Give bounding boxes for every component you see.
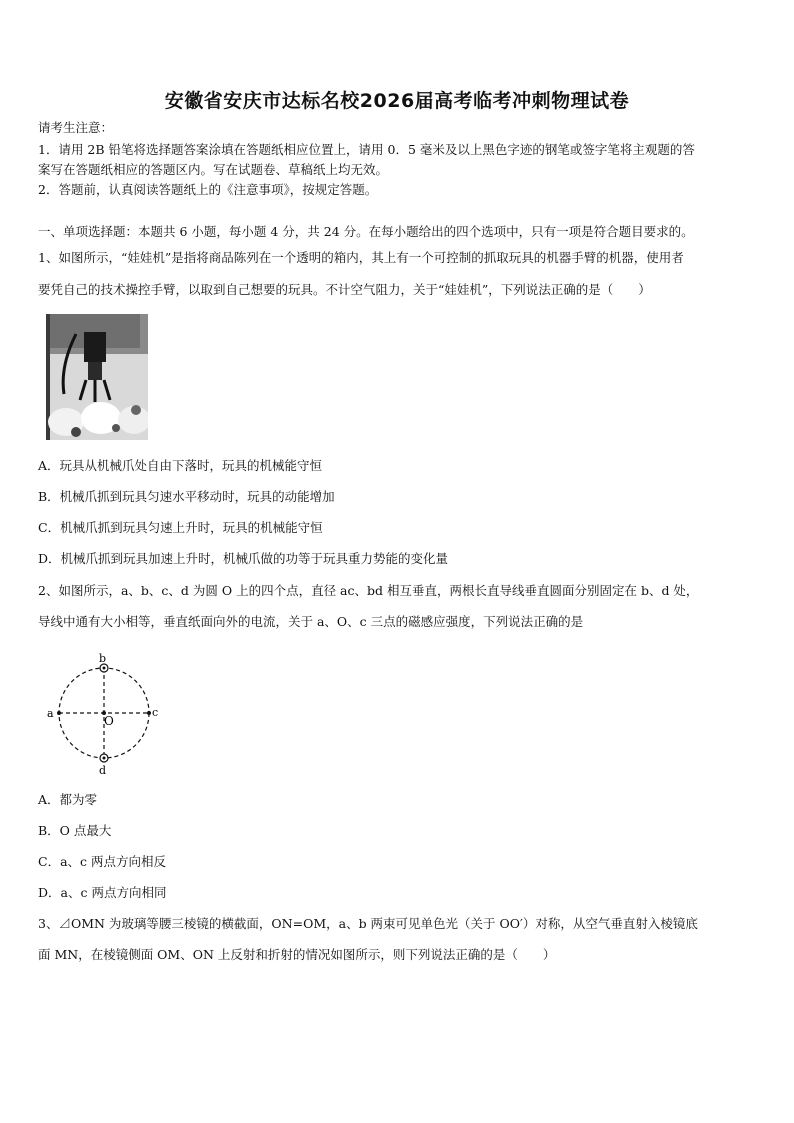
page-title: 安徽省安庆市达标名校2026届高考临考冲刺物理试卷	[164, 90, 630, 112]
section-heading: 一、单项选择题：本题共 6 小题，每小题 4 分，共 24 分。在每小题给出的四个选项中，只有一项是符合题目要求的。	[38, 224, 694, 239]
q2-option-c: C．a、c 两点方向相反	[38, 854, 166, 869]
q2-stem-line-1: 2、如图所示，a、b、c、d 为圆 O 上的四个点，直径 ac、bd 相互垂直，两根长直导线垂直圆面分别固定在 b、d 处，	[38, 583, 699, 598]
label-c: c	[152, 706, 159, 719]
point-a	[57, 711, 61, 715]
q1-option-c: C．机械爪抓到玩具匀速上升时，玩具的机械能守恒	[38, 520, 323, 535]
notice-item-2: 2．答题前，认真阅读答题纸上的《注意事项》，按规定答题。	[38, 182, 378, 197]
q1-option-a: A．玩具从机械爪处自由下落时，玩具的机械能守恒	[38, 458, 323, 473]
q1-option-b: B．机械爪抓到玩具匀速水平移动时，玩具的动能增加	[38, 489, 335, 504]
circle-diagram	[40, 650, 170, 775]
notice-heading: 请考生注意：	[38, 120, 114, 135]
notice-item-1-line-2: 案写在答题纸相应的答题区内。写在试题卷、草稿纸上均无效。	[38, 162, 389, 177]
q1-option-d: D．机械爪抓到玩具加速上升时，机械爪做的功等于玩具重力势能的变化量	[38, 551, 449, 566]
label-d: d	[99, 764, 107, 775]
q2-option-a: A．都为零	[38, 792, 98, 807]
label-b: b	[99, 652, 107, 665]
label-a: a	[47, 707, 54, 720]
notice-item-1-line-1: 1．请用 2B 铅笔将选择题答案涂填在答题纸相应位置上，请用 0．5 毫米及以上黑色字迹的钢笔或签字笔将主观题的答	[38, 142, 695, 157]
label-o: O	[104, 714, 114, 728]
q3-stem-line-2: 面 MN，在棱镜侧面 OM、ON 上反射和折射的情况如图所示，则下列说法正确的是（ ）	[38, 947, 556, 962]
q1-stem-line-1: 1、如图所示，“娃娃机”是指将商品陈列在一个透明的箱内，其上有一个可控制的抓取玩具的机器手臂的机器，使用者	[38, 250, 684, 265]
q2-option-b: B．O 点最大	[38, 823, 112, 838]
claw-machine-photo	[46, 314, 148, 440]
q3-stem-line-1: 3、⊿OMN 为玻璃等腰三棱镜的横截面，ON=OM，a、b 两束可见单色光（关于 OO′）对称，从空气垂直射入棱镜底	[38, 916, 698, 931]
q1-stem-line-2: 要凭自己的技术操控手臂，以取到自己想要的玩具。不计空气阻力，关于“娃娃机”，下列说法正确的是（ ）	[38, 282, 651, 297]
q2-option-d: D．a、c 两点方向相同	[38, 885, 167, 900]
q2-stem-line-2: 导线中通有大小相等，垂直纸面向外的电流，关于 a、O、c 三点的磁感应强度，下列说法正确的是	[38, 614, 584, 629]
point-c	[147, 711, 151, 715]
